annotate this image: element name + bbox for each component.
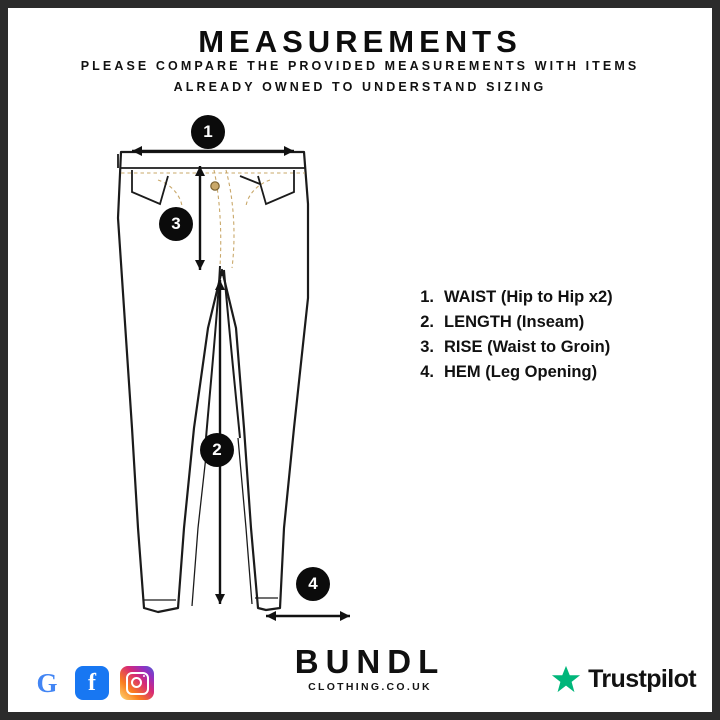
legend-number: 1. xyxy=(420,288,434,306)
legend-item-rise xyxy=(404,338,694,357)
brand-domain: CLOTHING.CO.UK xyxy=(308,681,432,693)
legend-number: 2. xyxy=(420,313,434,331)
google-icon[interactable] xyxy=(30,666,64,700)
legend-label: LENGTH (Inseam) xyxy=(444,313,585,331)
legend-label: HEM (Leg Opening) xyxy=(444,363,598,381)
brand-name: BUNDL xyxy=(294,643,446,680)
trustpilot-badge[interactable] xyxy=(551,664,696,694)
legend-item-length xyxy=(404,313,694,332)
badge-waist: 1 xyxy=(191,115,225,149)
google-glyph: G xyxy=(36,667,58,698)
badge-rise: 3 xyxy=(159,207,193,241)
legend-label: WAIST (Hip to Hip x2) xyxy=(444,288,613,306)
measurement-legend xyxy=(404,288,694,388)
brand-block xyxy=(270,645,470,693)
legend-item-waist xyxy=(404,288,694,307)
instagram-dot xyxy=(143,675,146,678)
badge-length: 2 xyxy=(200,433,234,467)
legend-number: 3. xyxy=(420,338,434,356)
instagram-lens xyxy=(131,677,143,689)
instagram-frame xyxy=(126,672,149,695)
badge-hem: 4 xyxy=(296,567,330,601)
legend-number: 4. xyxy=(420,363,434,381)
page-title: MEASUREMENTS xyxy=(198,24,522,59)
facebook-glyph: f xyxy=(88,669,96,696)
legend-label: RISE (Waist to Groin) xyxy=(444,338,611,356)
trustpilot-label: Trustpilot xyxy=(588,664,696,693)
social-links xyxy=(30,666,154,700)
page-subtitle: PLEASE COMPARE THE PROVIDED MEASUREMENTS WITH ITEMS ALREADY OWNED TO UNDERSTAND SIZING xyxy=(80,59,640,94)
instagram-icon[interactable] xyxy=(120,666,154,700)
graphic-canvas xyxy=(8,8,712,712)
star-icon xyxy=(551,664,581,694)
facebook-icon[interactable] xyxy=(75,666,109,700)
legend-item-hem xyxy=(404,363,694,382)
